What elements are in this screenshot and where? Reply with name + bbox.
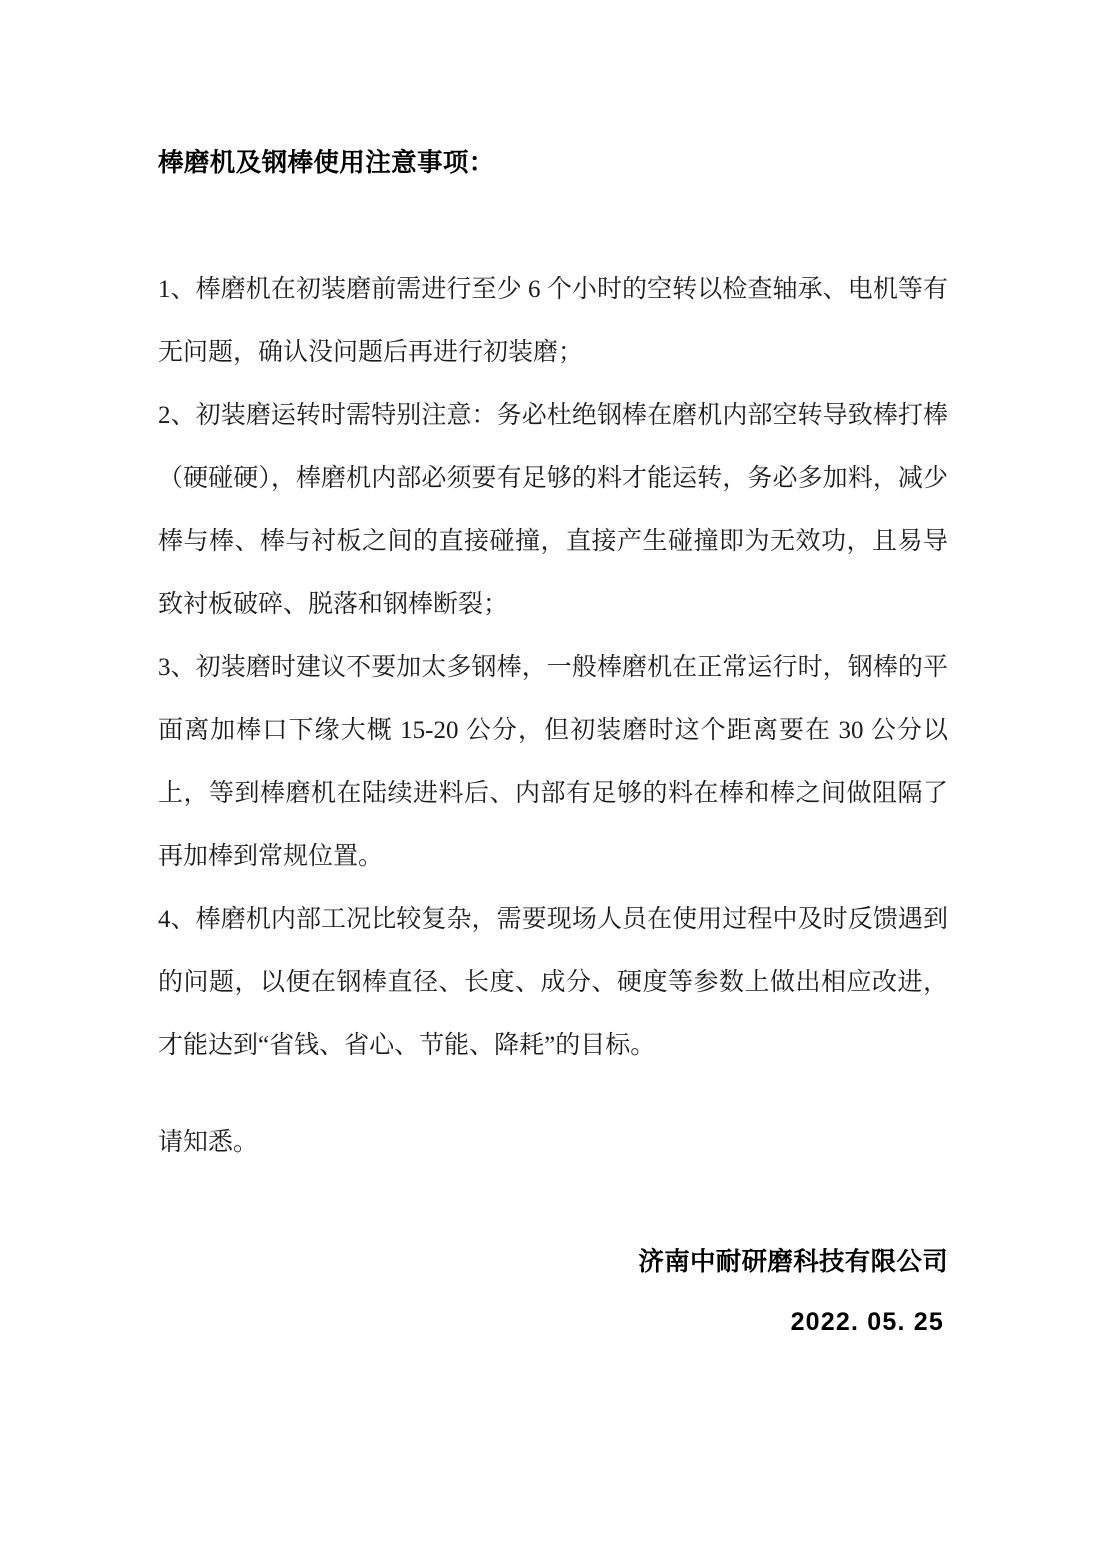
signature-spacer: [158, 1174, 948, 1232]
numbered-item-1: 1、棒磨机在初装磨前需进行至少 6 个小时的空转以检查轴承、电机等有无问题，确认没问题后再进行初装磨；: [158, 276, 948, 366]
closing-line: 请知悉。: [158, 1129, 259, 1156]
signature-date: 2022. 05. 25: [790, 1308, 944, 1336]
title-spacer: [158, 186, 948, 258]
document-content: [158, 140, 948, 1352]
numbered-item-3: 3、初装磨时建议不要加太多钢棒，一般棒磨机在正常运行时，钢棒的平面离加棒口下缘大概 15-20 公分，但初装磨时这个距离要在 30 公分以上，等到棒磨机在陆续进料后、内部有足够的料在棒和棒之间做阻隔了再加棒到常规位置。: [158, 654, 948, 870]
numbered-item-4: 4、棒磨机内部工况比较复杂，需要现场人员在使用过程中及时反馈遇到的问题，以便在钢棒直径、长度、成分、硬度等参数上做出相应改进，才能达到“省钱、省心、节能、降耗”的目标。: [158, 906, 948, 1059]
numbered-item-2: 2、初装磨运转时需特别注意：务必杜绝钢棒在磨机内部空转导致棒打棒（硬碰硬），棒磨机内部必须要有足够的料才能运转，务必多加料，减少棒与棒、棒与衬板之间的直接碰撞，直接产生碰撞即为无效功，且易导致衬板破碎、脱落和钢棒断裂；: [158, 402, 948, 618]
signature-company: 济南中耐研磨科技有限公司: [638, 1248, 948, 1276]
signature-block: [158, 1232, 948, 1352]
body-text: [158, 258, 948, 1077]
page-title: 棒磨机及钢棒使用注意事项：: [158, 149, 495, 177]
closing-spacer: [158, 1077, 948, 1111]
